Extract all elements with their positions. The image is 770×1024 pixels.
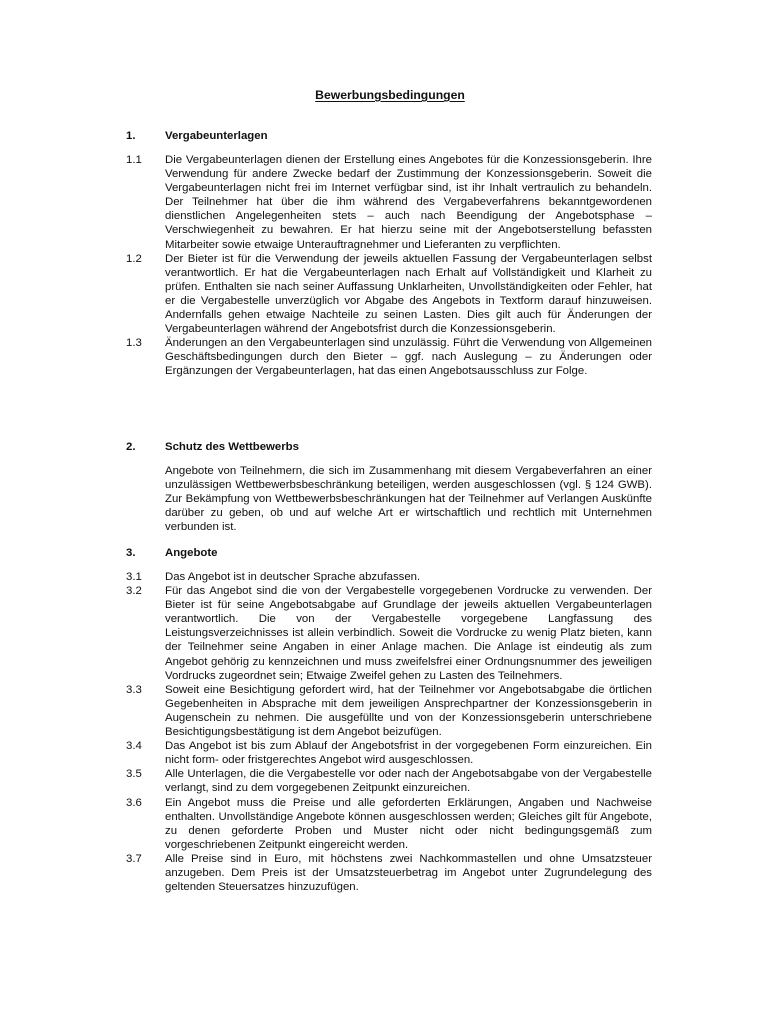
clause [0,153,770,252]
clause [0,852,770,894]
clause-number: 3.3 [126,683,142,696]
section-title: Angebote [165,547,218,559]
clause [0,570,770,584]
clause-text: Alle Unterlagen, die die Vergabestelle vor oder nach der Angebotsabgabe von der Vergabestelle verlangt, sind zu dem vorgegebenen Zeitpunkt einzureichen. [165,768,652,795]
section-title: Schutz des Wettbewerbs [165,441,299,453]
clause-number: 3.5 [126,768,142,781]
clause-text: Ein Angebot muss die Preise und alle geforderten Erklärungen, Angaben und Nachweise enthalten. Unvollständige Angebote können ausgeschlossen werden; Gleiches gilt für Angebote, zu denen geforderte Proben und Muster nicht oder nicht bedingungsgemäß zum vorgeschriebenen Zeitpunkt eingereicht werden. [165,796,652,851]
clause [0,739,770,767]
clause [0,252,770,337]
clause-number: 3.4 [126,740,142,753]
section-heading [0,440,770,455]
clause-text: Der Bieter ist für die Verwendung der jeweils aktuellen Fassung der Vergabeunterlagen selbst verantwortlich. Er hat die Vergabeunterlagen nach Erhalt auf Vollständigkeit und Klarheit zu prüfen. Enthalten sie nach seiner Auffassung Unklarheiten, Unvollständigkeiten oder Fehler, hat er die Vergabestelle unverzüglich vor Abgabe des Angebots in Textform darauf hinzuweisen. Andernfalls gehen etwaige Nachteile zu seinen Lasten. Dies gilt auch für Änderungen der Vergabeunterlagen während der Angebotsfrist durch die Konzessionsgeberin. [165,252,652,336]
clause-text: Die Vergabeunterlagen dienen der Erstellung eines Angebotes für die Konzessionsgeberin. Ihre Verwendung für andere Zwecke bedarf der Zustimmung der Konzessionsgeberin. Soweit die Vergabeunterlagen nicht frei im Internet verfügbar sind, ist ihr Inhalt vertraulich zu behandeln. Der Teilnehmer hat über die ihm während des Vergabeverfahrens bekanntgewordenen dienstlichen Angelegenheiten stets – auch nach Beendigung der Angebotsphase – Verschwiegenheit zu bewahren. Er hat hierzu seine mit der Angebotserstellung befassten Mitarbeiter sowie etwaige Unterauftragnehmer und Lieferanten zu verpflichten. [165,154,652,251]
section-schutz-des-wettbewerbs [0,440,770,534]
section-heading [0,546,770,561]
clause-number: 3.6 [126,796,142,809]
clause-number: 1.1 [126,154,142,166]
section-angebote [0,546,770,894]
clause-number: 1.3 [126,337,142,350]
section-intro-text: Angebote von Teilnehmern, die sich im Zusammenhang mit diesem Vergabeverfahren an einer unzulässigen Wettbewerbsbeschränkung beteiligen, werden ausgeschlossen (vgl. § 124 GWB). Zur Bekämpfung von Wettbewerbsbeschränkungen hat der Teilnehmer auf Verlangen Auskünfte darüber zu geben, ob und auf welche Art er wirtschaftlich und rechtlich mit Unternehmen verbunden ist. [165,465,652,534]
clause [0,683,770,739]
section-number: 2. [126,441,136,453]
clause-number: 3.1 [126,571,142,583]
clause-number: 1.2 [126,252,142,265]
clause [0,767,770,795]
clause-text: Das Angebot ist bis zum Ablauf der Angebotsfrist in der vorgegebenen Form einzureichen. Ein nicht form- oder fristgerechtes Angebot wird ausgeschlossen. [165,740,652,767]
section-vergabeunterlagen [0,129,770,379]
clause-number: 3.2 [126,585,142,598]
clause-text: Für das Angebot sind die von der Vergabestelle vorgegebenen Vordrucke zu verwenden. Der Bieter ist für seine Angebotsabgabe auf Grundlage der jeweils aktuellen Vergabeunterlagen verantwortlich. Die von der Vergabestelle vorgegebene Langfassung des Leistungsverzeichnisses ist allein verbindlich. Soweit die Vordrucke zu wenig Platz bieten, kann der Teilnehmer seine Angaben in einer Anlage machen. Die Anlage ist eindeutig als zum Angebot gehörig zu kennzeichnen und muss zweifelsfrei einer Ordnungsnummer des jeweiligen Vordrucks zugeordnet sein; Etwaige Zweifel gehen zu Lasten des Teilnehmers. [165,585,652,682]
section-number: 3. [126,547,136,559]
clause [0,796,770,852]
section-heading [0,129,770,144]
clause-text: Alle Preise sind in Euro, mit höchstens zwei Nachkommastellen und ohne Umsatzsteuer anzugeben. Dem Preis ist der Umsatzsteuerbetrag im Angebot unter Zugrundelegung des geltenden Steuersatzes hinzuzufügen. [165,852,652,894]
clause-text: Änderungen an den Vergabeunterlagen sind unzulässig. Führt die Verwendung von Allgemeinen Geschäftsbedingungen durch den Bieter – ggf. nach Auslegung – zu Änderungen oder Ergänzungen der Vergabeunterlagen, hat das einen Angebotsausschluss zur Folge. [165,337,652,378]
clause-text: Das Angebot ist in deutscher Sprache abzufassen. [165,571,421,583]
clause [0,336,770,378]
document-title: Bewerbungsbedingungen [315,88,465,102]
clause-text: Soweit eine Besichtigung gefordert wird, hat der Teilnehmer vor Angebotsabgabe die örtlichen Gegebenheiten in Absprache mit dem jeweiligen Ansprechpartner der Konzessionsgeberin in Augenschein zu nehmen. Die ausgefüllte und von der Konzessionsgeberin unterschriebene Besichtigungsbestätigung ist dem Angebot beizufügen. [165,683,652,739]
clause [0,584,770,683]
section-number: 1. [126,130,136,142]
clause-number: 3.7 [126,852,142,865]
section-title: Vergabeunterlagen [165,130,268,142]
